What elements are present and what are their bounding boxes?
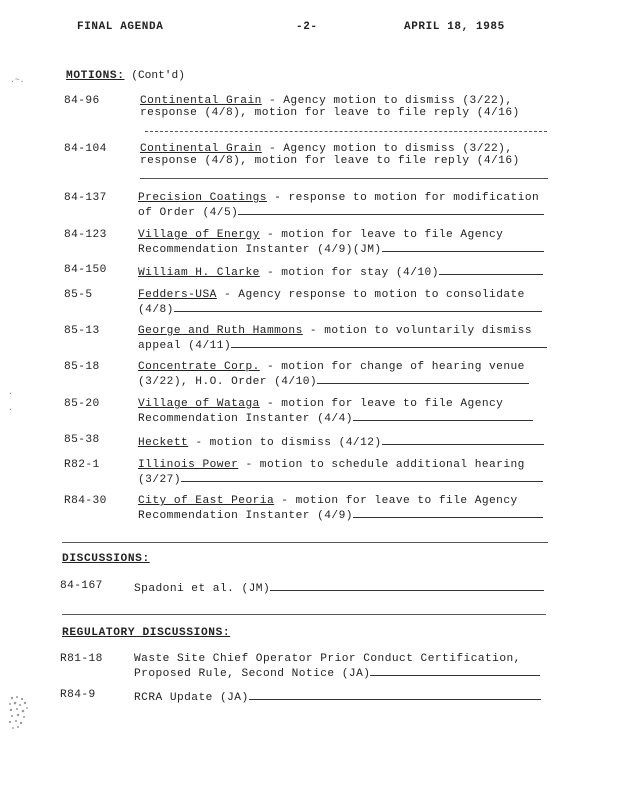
motion-entry bbox=[138, 229, 544, 256]
motion-number: 84-137 bbox=[64, 192, 107, 204]
motion-party: William H. Clarke bbox=[138, 267, 260, 279]
motion-party: Fedders-USA bbox=[138, 289, 217, 301]
motion-entry bbox=[138, 434, 544, 449]
motion-entry bbox=[138, 459, 543, 486]
motion-description: - Agency response to motion to consolidate bbox=[216, 289, 525, 301]
motion-description: - Agency motion to dismiss (3/22), bbox=[261, 95, 513, 107]
scan-speck: . bbox=[8, 388, 13, 397]
motion-party: Village of Energy bbox=[138, 229, 260, 241]
motion-entry bbox=[138, 361, 529, 388]
motion-number: 85-20 bbox=[64, 398, 100, 410]
motion-party: Concentrate Corp. bbox=[138, 361, 260, 373]
motion-description: - motion for change of hearing venue bbox=[259, 361, 525, 373]
motion-entry bbox=[138, 264, 543, 279]
motion-description-cont: (3/22), H.O. Order (4/10) bbox=[138, 376, 318, 388]
motion-description: - Agency motion to dismiss (3/22), bbox=[261, 143, 513, 155]
motion-description: - motion to schedule additional hearing bbox=[238, 459, 525, 471]
regulatory-number: R84-9 bbox=[60, 689, 96, 701]
signature-line bbox=[382, 241, 544, 252]
motion-entry bbox=[140, 95, 520, 119]
signature-line bbox=[145, 131, 547, 132]
motion-number: R84-30 bbox=[64, 495, 107, 507]
regulatory-entry bbox=[134, 689, 541, 704]
motions-heading-label: MOTIONS: bbox=[66, 70, 125, 82]
motion-description: - motion to dismiss (4/12) bbox=[188, 437, 382, 449]
motion-description-cont: response (4/8), motion for leave to file reply (4/16) bbox=[140, 107, 520, 119]
motion-number: R82-1 bbox=[64, 459, 100, 471]
signature-line bbox=[231, 337, 547, 348]
motion-party: City of East Peoria bbox=[138, 495, 275, 507]
motion-description: - motion for leave to file Agency bbox=[259, 229, 504, 241]
regulatory-description: Waste Site Chief Operator Prior Conduct Certification, bbox=[134, 653, 521, 665]
header-date: APRIL 18, 1985 bbox=[404, 21, 505, 33]
signature-line bbox=[353, 410, 533, 421]
motion-party: Heckett bbox=[138, 437, 189, 449]
motion-description: - motion to voluntarily dismiss bbox=[302, 325, 533, 337]
motion-description-cont: (4/8) bbox=[138, 304, 174, 316]
motion-number: 84-150 bbox=[64, 264, 107, 276]
signature-line bbox=[140, 178, 548, 179]
motion-description: - motion for leave to file Agency bbox=[274, 495, 518, 507]
motion-description-cont: of Order (4/5) bbox=[138, 207, 239, 219]
regulatory-description: RCRA Update (JA) bbox=[134, 692, 249, 704]
signature-line bbox=[353, 507, 543, 518]
motion-number: 85-5 bbox=[64, 289, 93, 301]
signature-line bbox=[249, 689, 541, 700]
discussion-description: Spadoni et al. (JM) bbox=[134, 583, 271, 595]
motion-party: Illinois Power bbox=[138, 459, 239, 471]
motion-description-cont: Recommendation Instanter (4/4) bbox=[138, 413, 353, 425]
motion-number: 85-18 bbox=[64, 361, 100, 373]
regulatory-discussions-heading: REGULATORY DISCUSSIONS: bbox=[62, 627, 231, 639]
motion-number: 84-104 bbox=[64, 143, 107, 155]
motion-number: 85-13 bbox=[64, 325, 100, 337]
motion-number: 84-96 bbox=[64, 95, 100, 107]
motion-party: Village of Wataga bbox=[138, 398, 260, 410]
motion-entry bbox=[138, 289, 542, 316]
motion-description-cont: response (4/8), motion for leave to file reply (4/16) bbox=[140, 155, 520, 167]
motions-heading bbox=[66, 70, 185, 82]
signature-line bbox=[174, 301, 542, 312]
motion-party: Precision Coatings bbox=[138, 192, 267, 204]
signature-line bbox=[382, 434, 544, 445]
motion-description-cont: appeal (4/11) bbox=[138, 340, 232, 352]
motions-heading-suffix: (Cont'd) bbox=[131, 70, 185, 82]
motion-entry bbox=[138, 495, 543, 522]
motion-description: - response to motion for modification bbox=[266, 192, 540, 204]
discussion-number: 84-167 bbox=[60, 580, 103, 592]
motion-description: - motion for stay (4/10) bbox=[259, 267, 439, 279]
signature-line bbox=[317, 373, 529, 384]
motion-description-cont: (3/27) bbox=[138, 474, 181, 486]
motion-description-cont: Recommendation Instanter (4/9)(JM) bbox=[138, 244, 382, 256]
signature-line bbox=[370, 665, 540, 676]
scan-mark-icon bbox=[6, 694, 32, 732]
header-page-number: -2- bbox=[296, 21, 318, 33]
signature-line bbox=[238, 204, 544, 215]
motion-description: - motion for leave to file Agency bbox=[259, 398, 504, 410]
discussions-heading: DISCUSSIONS: bbox=[62, 553, 150, 565]
scan-speck: .~. bbox=[10, 76, 25, 85]
motion-entry bbox=[138, 325, 547, 352]
motion-number: 84-123 bbox=[64, 229, 107, 241]
regulatory-entry bbox=[134, 653, 540, 680]
motion-description-cont: Recommendation Instanter (4/9) bbox=[138, 510, 353, 522]
signature-line bbox=[181, 471, 543, 482]
discussion-entry bbox=[134, 580, 544, 595]
scan-speck: . bbox=[8, 404, 13, 413]
motion-entry bbox=[138, 398, 533, 425]
section-divider bbox=[62, 542, 548, 543]
regulatory-description-cont: Proposed Rule, Second Notice (JA) bbox=[134, 668, 371, 680]
motion-party: George and Ruth Hammons bbox=[138, 325, 303, 337]
motion-party: Continental Grain bbox=[140, 143, 262, 155]
header-agenda-title: FINAL AGENDA bbox=[77, 21, 164, 33]
motion-entry bbox=[140, 143, 520, 167]
signature-line bbox=[439, 264, 543, 275]
section-divider bbox=[62, 614, 546, 615]
motion-number: 85-38 bbox=[64, 434, 100, 446]
motion-entry bbox=[138, 192, 544, 219]
signature-line bbox=[270, 580, 544, 591]
motion-party: Continental Grain bbox=[140, 95, 262, 107]
regulatory-number: R81-18 bbox=[60, 653, 103, 665]
